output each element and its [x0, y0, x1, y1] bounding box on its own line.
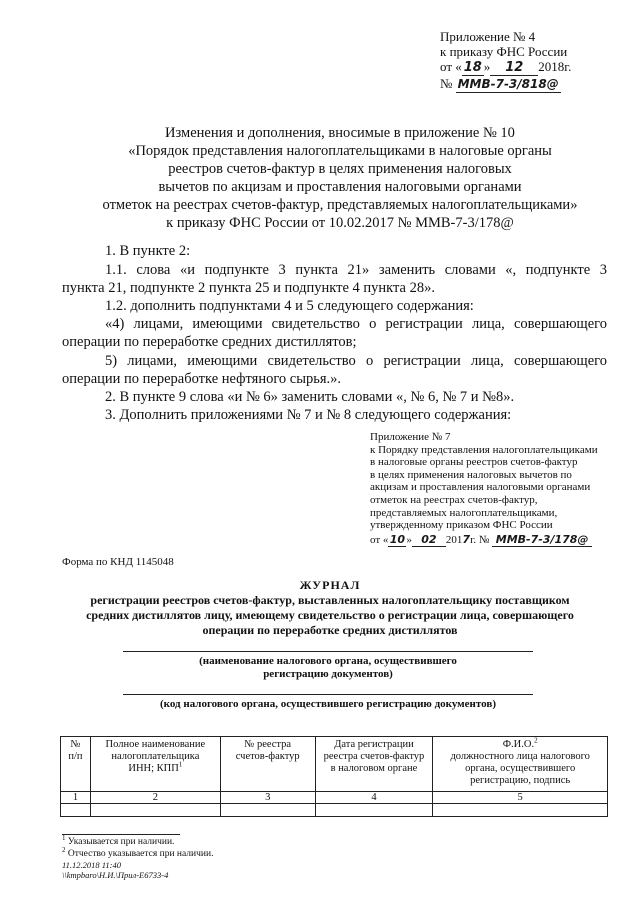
- appendix-7-header: [370, 431, 598, 547]
- appendix-7-line: отметок на реестрах счетов-фактур,: [370, 493, 538, 506]
- table-cell: 5: [433, 792, 608, 804]
- tax-authority-code-line: [123, 694, 533, 695]
- journal-subtitle: [60, 593, 600, 638]
- journal-title: ЖУРНАЛ: [299, 578, 361, 592]
- appendix-7-line: представляемых налогоплательщиками,: [370, 506, 558, 519]
- sub-item-5-line-b: операции по переработке нефтяного сырья.».: [62, 371, 342, 387]
- appendix-order-ref: к приказу ФНС России: [440, 44, 568, 59]
- file-path: \\kmpbaro\Н.И.\Прил-Е6733-4: [62, 870, 169, 880]
- table-cell: [433, 804, 608, 817]
- changes-header: [70, 124, 610, 232]
- col-header-official: Ф.И.О.$^2$ должностного лица налогового органа, осуществившего регистрацию, подпись: [433, 737, 608, 792]
- appendix-7-line: акцизам и проставления налоговыми органами: [370, 481, 591, 494]
- table-row-empty: [61, 804, 608, 817]
- journal-subtitle-line: операции по переработке средних дистиллятов: [202, 623, 458, 637]
- appendix-7-line: Приложение № 7: [370, 431, 451, 443]
- handwritten-year-digit: 7: [462, 532, 471, 546]
- table-cell: [315, 804, 433, 817]
- footnote-ref: 1: [178, 760, 183, 769]
- tax-authority-name-line: [123, 651, 533, 652]
- handwritten-number: ММВ-7-3/178@: [492, 534, 592, 548]
- journal-table: [60, 736, 608, 817]
- tax-authority-code-caption: (код налогового органа, осуществившего регистрацию документов): [160, 698, 496, 710]
- appendix-7-date-number: от «10» 02 2017г. № ММВ-7-3/178@: [370, 534, 598, 548]
- journal-subtitle-line: регистрации реестров счетов-фактур, выставленных налогоплательщику поставщиком: [90, 593, 570, 607]
- table-cell: [61, 804, 91, 817]
- handwritten-month: 02: [412, 534, 446, 548]
- item-1-2: 1.2. дополнить подпунктами 4 и 5 следующего содержания:: [105, 298, 474, 314]
- table-column-numbers-row: [61, 792, 608, 804]
- header-line: «Порядок представления налогоплательщиками в налоговые органы: [128, 143, 552, 159]
- header-line: к приказу ФНС России от 10.02.2017 № ММВ-7-3/178@: [166, 215, 514, 231]
- table-cell: 2: [90, 792, 220, 804]
- footnote-ref: 2: [534, 736, 538, 745]
- footnote-separator: [62, 834, 180, 835]
- appendix-header: [440, 29, 571, 93]
- appendix-label: Приложение № 4: [440, 29, 536, 44]
- tax-authority-name-caption: (наименование налогового органа, осуществившего регистрацию документов): [199, 655, 457, 680]
- table-cell: 1: [61, 792, 91, 804]
- table-cell: [90, 804, 220, 817]
- handwritten-day: 10: [389, 532, 406, 546]
- item-1: 1. В пункте 2:: [105, 243, 191, 259]
- appendix-date: от « 18 » 12 2018г.: [440, 59, 572, 75]
- header-line: отметок на реестрах счетов-фактур, представляемых налогоплательщиками»: [102, 197, 578, 213]
- sub-item-5-line-a: 5) лицами, имеющими свидетельство о регистрации лица, совершающего: [105, 353, 607, 369]
- footnote-1: $^1$ Указывается при наличии.: [62, 833, 175, 847]
- header-line: вычетов по акцизам и проставления налоговыми органами: [158, 179, 522, 195]
- journal-subtitle-line: средних дистиллятов лицу, имеющему свидетельство о регистрации лица, совершающего: [86, 608, 574, 622]
- sub-item-4-line-b: операции по переработке средних дистиллятов;: [62, 334, 357, 350]
- item-1-1-line-a: 1.1. слова «и подпункте 3 пункта 21» заменить словами «, подпункте 3: [105, 262, 607, 278]
- item-1-1-line-b: пункта 21, подпункте 2 пункта 25 и подпункте 4 пункта 28».: [62, 280, 435, 296]
- table-header-row: [61, 737, 608, 792]
- appendix-7-line: утвержденному приказом ФНС России: [370, 519, 553, 532]
- col-header-number: № п/п: [61, 737, 91, 792]
- file-timestamp: 11.12.2018 11:40: [62, 860, 121, 870]
- col-header-register-number: № реестра счетов-фактур: [220, 737, 315, 792]
- footnote-2: $^2$ Отчество указывается при наличии.: [62, 845, 214, 859]
- handwritten-month: 12: [490, 60, 538, 76]
- appendix-7-line: в целях применения налоговых вычетов по: [370, 468, 572, 481]
- appendix-number: № ММВ-7-3/818@: [440, 76, 559, 91]
- form-code: Форма по КНД 1145048: [62, 556, 174, 568]
- handwritten-day: 18: [463, 60, 482, 75]
- appendix-7-line: к Порядку представления налогоплательщиками: [370, 443, 598, 456]
- table-cell: 3: [220, 792, 315, 804]
- table-cell: 4: [315, 792, 433, 804]
- item-3: 3. Дополнить приложениями № 7 и № 8 следующего содержания:: [105, 407, 512, 423]
- appendix-7-line: в налоговые органы реестров счетов-фактур: [370, 456, 578, 469]
- table-cell: [220, 804, 315, 817]
- item-2: 2. В пункте 9 слова «и № 6» заменить словами «, № 6, № 7 и №8».: [105, 389, 515, 405]
- col-header-taxpayer: Полное наименование налогоплательщика ИНН; КПП$^1$: [90, 737, 220, 792]
- handwritten-number: ММВ-7-3/818@: [457, 77, 559, 91]
- header-line: реестров счетов-фактур в целях применения налоговых: [168, 161, 512, 177]
- sub-item-4-line-a: «4) лицами, имеющими свидетельство о регистрации лица, совершающего: [105, 316, 607, 332]
- footnotes: [62, 833, 214, 880]
- header-line: Изменения и дополнения, вносимые в приложение № 10: [165, 125, 515, 141]
- col-header-registration-date: Дата регистрации реестра счетов-фактур в налоговом органе: [315, 737, 433, 792]
